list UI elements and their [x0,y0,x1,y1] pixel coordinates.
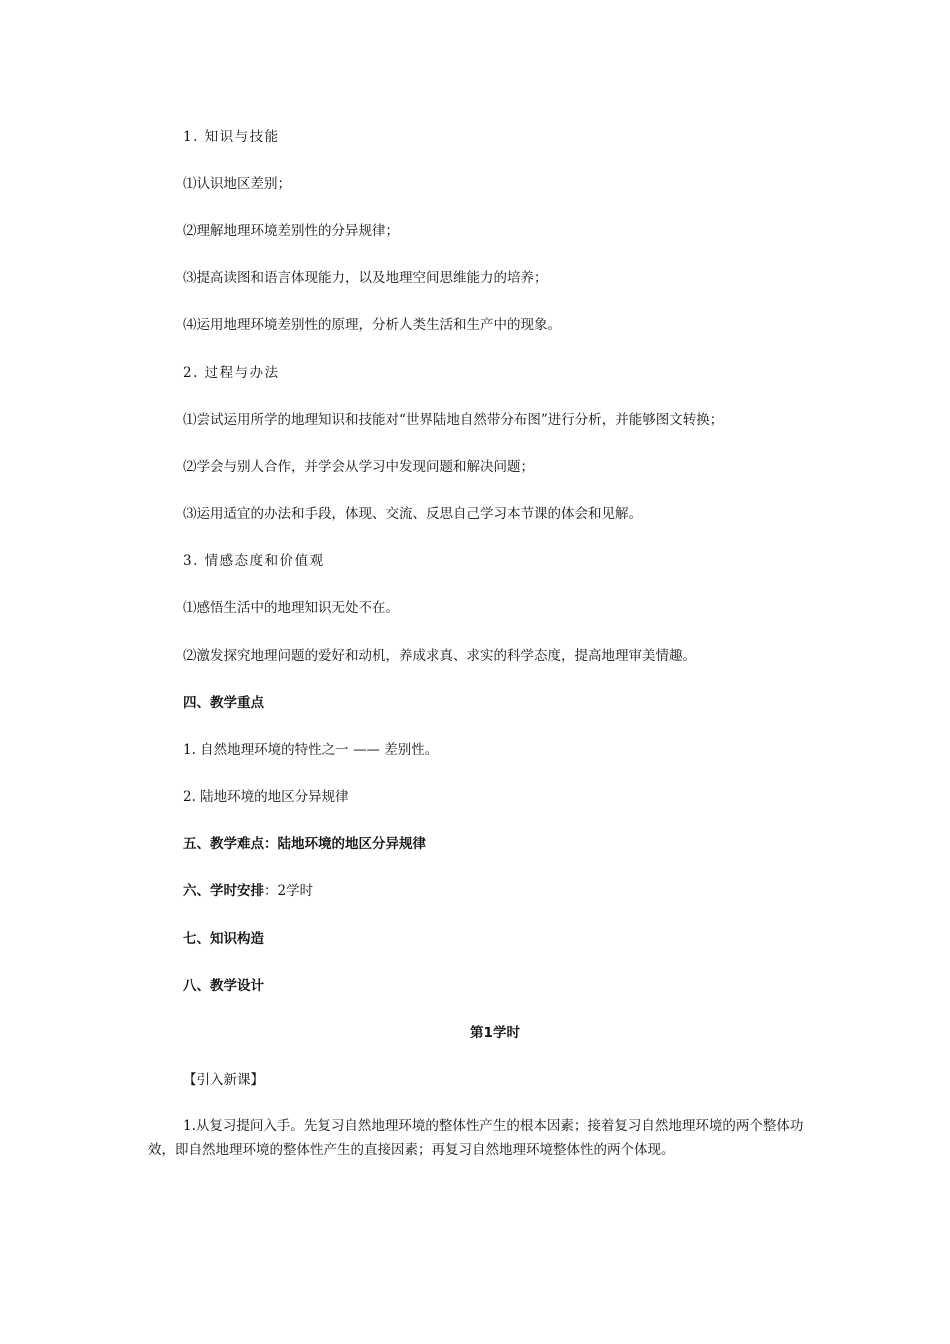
schedule-label: 六、学时安排 [183,883,264,899]
list-item: ⑴尝试运用所学的地理知识和技能对“世界陆地自然带分布图”进行分析，并能够图文转换； [183,412,724,428]
section-heading-process-methods: 2. 过程与办法 [183,365,280,381]
section-heading-teaching-design: 八、教学设计 [183,978,264,994]
schedule-value: ：2学时 [264,883,314,899]
list-item: 2. 陆地环境的地区分异规律 [183,789,349,805]
intro-paragraph: 1.从复习提问入手。先复习自然地理环境的整体性产生的根本因素；接着复习自然地理环境的两个整体功效，即自然地理环境的整体性产生的直接因素；再复习自然地理环境整体性的两个体现。 [148,1118,804,1158]
list-item: ⑶提高读图和语言体现能力，以及地理空间思维能力的培养； [183,270,548,286]
list-item: ⑶运用适宜的办法和手段，体现、交流、反思自己学习本节课的体会和见解。 [183,506,642,522]
list-item: 1. 自然地理环境的特性之一 —— 差别性。 [183,742,439,758]
section-heading-key-points: 四、教学重点 [183,695,264,711]
list-item: ⑴认识地区差别； [183,176,291,192]
section-heading-difficulty: 五、教学难点：陆地环境的地区分异规律 [183,836,426,852]
section-heading-knowledge-structure: 七、知识构造 [183,931,264,947]
list-item: ⑴感悟生活中的地理知识无处不在。 [183,600,399,616]
section-heading-knowledge-skills: 1. 知识与技能 [183,129,280,145]
section-heading-attitudes-values: 3. 情感态度和价值观 [183,553,325,569]
list-item: ⑷运用地理环境差别性的原理，分析人类生活和生产中的现象。 [183,317,561,333]
list-item: ⑵激发探究地理问题的爱好和动机，养成求真、求实的科学态度，提高地理审美情趣。 [183,648,696,664]
intro-label: 【引入新课】 [183,1072,264,1088]
section-heading-schedule [183,882,313,900]
list-item: ⑵理解地理环境差别性的分异规律； [183,223,399,239]
list-item: ⑵学会与别人合作，并学会从学习中发现问题和解决问题； [183,459,534,475]
lesson-title: 第1学时 [470,1025,520,1041]
